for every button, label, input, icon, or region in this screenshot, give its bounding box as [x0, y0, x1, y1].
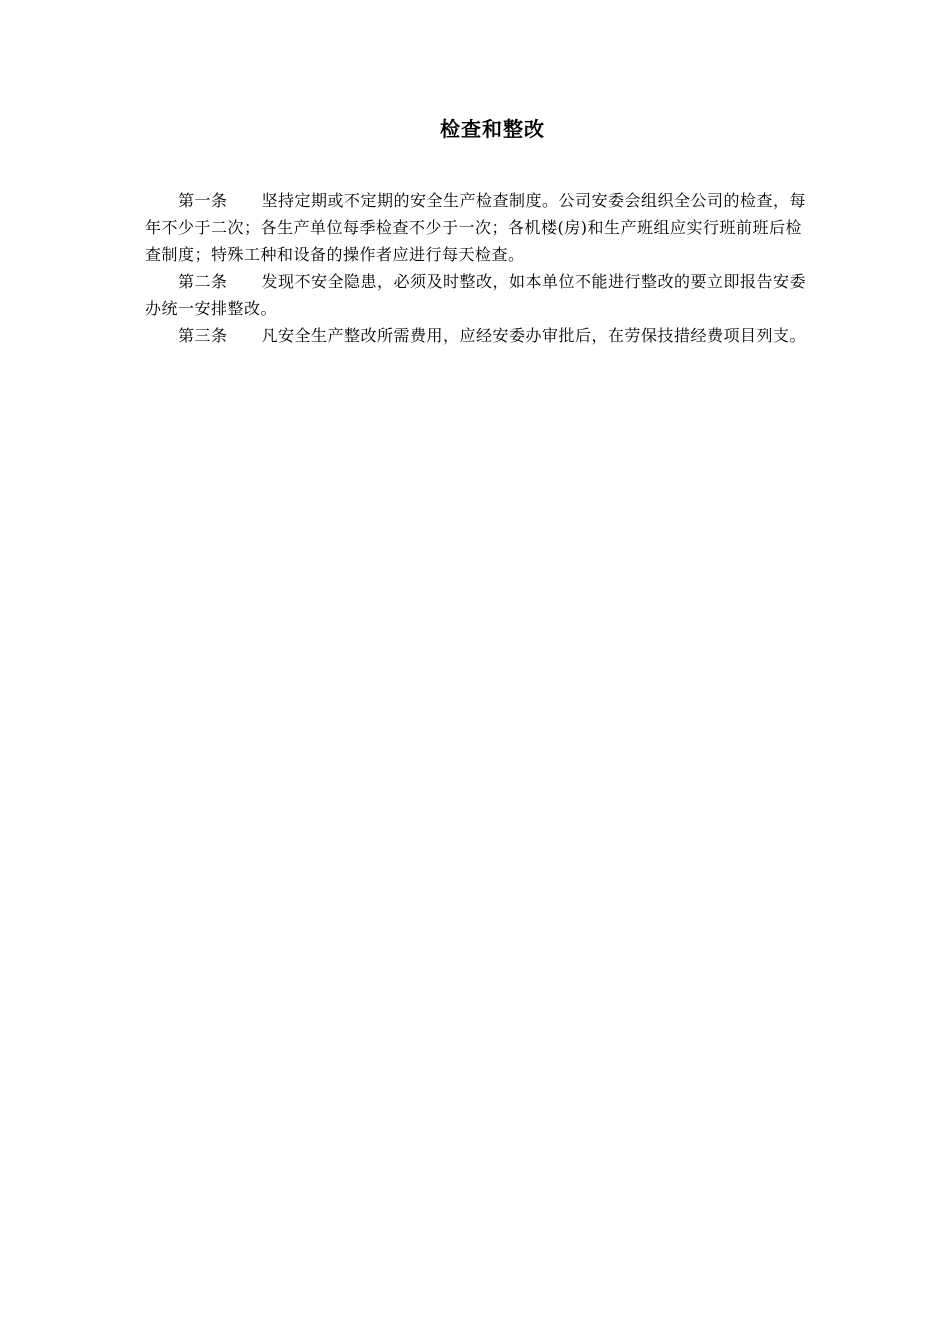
- article-text: 坚持定期或不定期的安全生产检查制度。公司安委会组织全公司的检查，每年不少于二次；各生产单位每季检查不少于一次；各机楼(房)和生产班组应实行班前班后检查制度；特殊工种和设备的操作者应进行每天检查。: [145, 191, 807, 264]
- document-body: [145, 187, 815, 349]
- document-title: 检查和整改: [440, 117, 545, 141]
- article-number: 第三条: [178, 326, 228, 345]
- article-1: [145, 187, 815, 268]
- article-text: 凡安全生产整改所需费用，应经安委办审批后，在劳保技措经费项目列支。: [261, 326, 807, 345]
- article-number: 第二条: [178, 272, 228, 291]
- article-3: [145, 322, 815, 349]
- article-text: 发现不安全隐患，必须及时整改，如本单位不能进行整改的要立即报告安委办统一安排整改。: [145, 272, 807, 318]
- article-number: 第一条: [178, 191, 228, 210]
- article-2: [145, 268, 815, 322]
